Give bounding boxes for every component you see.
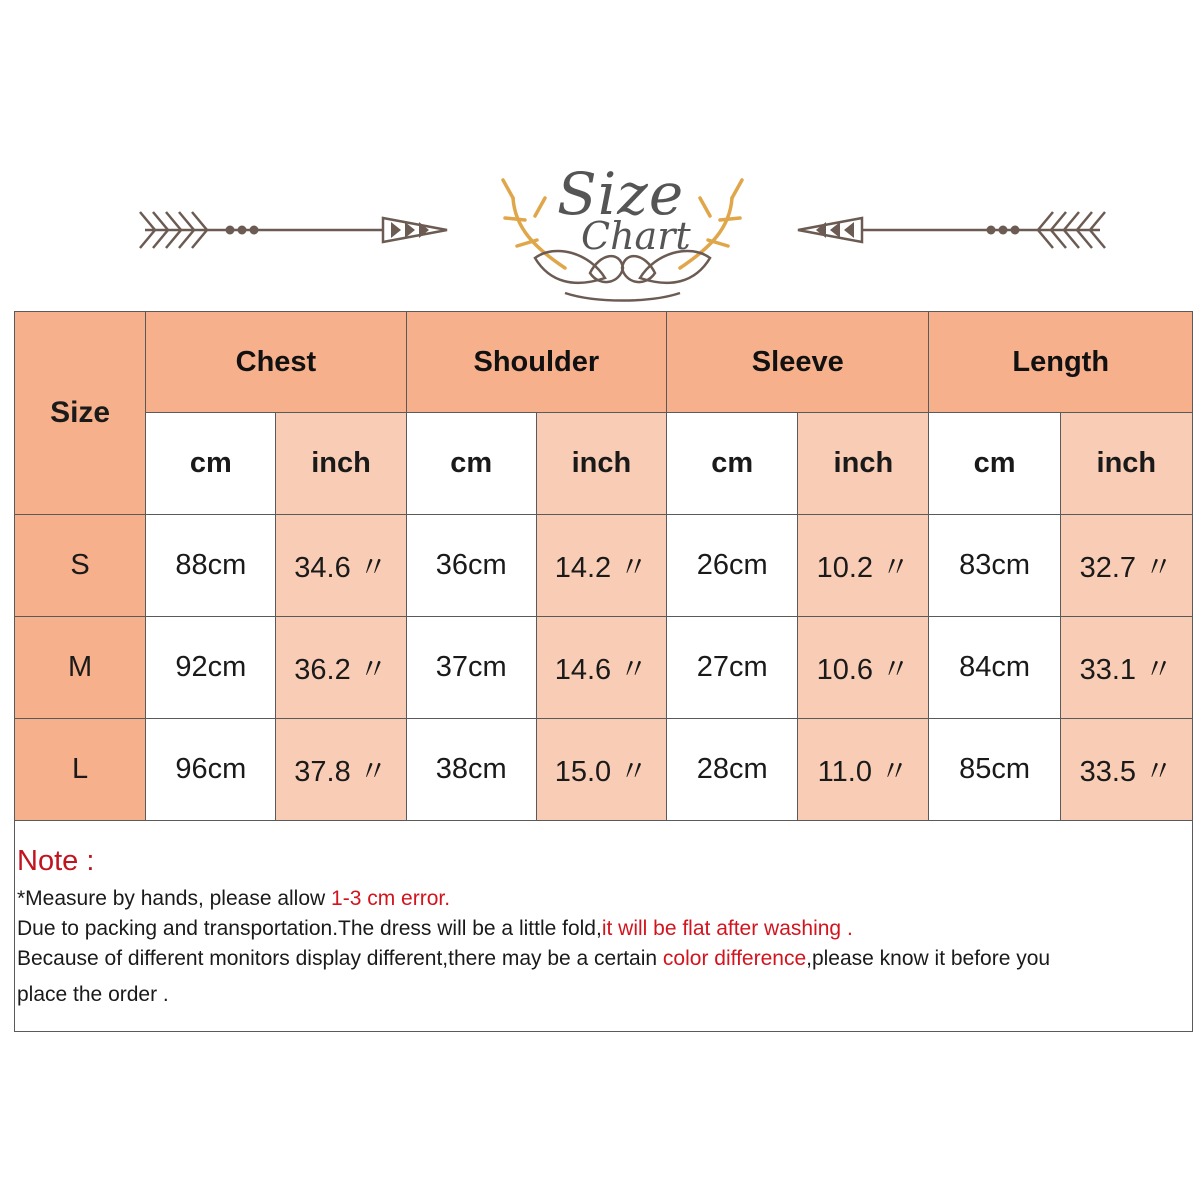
shoulder-inch: 14.6 〃 [536,617,666,719]
shoulder-cm: 37cm [406,617,536,719]
note-highlight: 1-3 cm error. [331,887,451,910]
length-inch: 33.1 〃 [1060,617,1192,719]
chest-cm: 92cm [146,617,276,719]
logo-size-text: Size [557,160,685,228]
sleeve-inch: 11.0 〃 [798,719,929,821]
unit-cm: cm [667,413,798,515]
shoulder-header: Shoulder [406,312,666,413]
note-text: Because of different monitors display different,there may be a certain [17,947,663,970]
length-cm: 83cm [929,515,1060,617]
unit-cm: cm [146,413,276,515]
shoulder-cm: 38cm [406,719,536,821]
unit-inch: inch [1060,413,1192,515]
note-text: ,please know it before you [806,947,1051,970]
arrow-right-icon [135,200,450,260]
note-line-packing [17,917,853,941]
note-highlight: it will be flat after washing . [601,917,853,940]
size-table [14,311,1193,821]
logo-chart-text: Chart [581,214,691,258]
shoulder-cm: 36cm [406,515,536,617]
size-label: L [15,719,146,821]
note-line-order: place the order . [17,983,169,1006]
table-row [15,719,1193,821]
note-text: Due to packing and transportation.The dress will be a little fold, [17,917,602,940]
sleeve-inch: 10.2 〃 [798,515,929,617]
sleeve-cm: 26cm [667,515,798,617]
length-cm: 84cm [929,617,1060,719]
group-header-row [15,312,1193,413]
table-row [15,515,1193,617]
unit-cm: cm [406,413,536,515]
unit-cm: cm [929,413,1060,515]
sleeve-header: Sleeve [667,312,929,413]
unit-inch: inch [536,413,666,515]
unit-header-row [15,413,1193,515]
unit-inch: inch [798,413,929,515]
shoulder-inch: 14.2 〃 [536,515,666,617]
length-cm: 85cm [929,719,1060,821]
sleeve-cm: 28cm [667,719,798,821]
note-line-measure [17,887,450,911]
note-title: Note : [17,845,95,877]
chest-cm: 96cm [146,719,276,821]
chest-inch: 37.8 〃 [276,719,406,821]
size-chart-logo [495,158,750,308]
length-inch: 33.5 〃 [1060,719,1192,821]
size-label: S [15,515,146,617]
table-row [15,617,1193,719]
arrow-left-icon [795,200,1110,260]
length-header: Length [929,312,1193,413]
shoulder-inch: 15.0 〃 [536,719,666,821]
note-highlight: color difference [662,947,807,970]
sleeve-cm: 27cm [667,617,798,719]
chest-cm: 88cm [146,515,276,617]
sleeve-inch: 10.6 〃 [798,617,929,719]
size-chart-header [0,150,1200,310]
size-label: M [15,617,146,719]
note-text: *Measure by hands, please allow [17,887,332,910]
chest-inch: 34.6 〃 [276,515,406,617]
size-header: Size [15,312,146,515]
chest-inch: 36.2 〃 [276,617,406,719]
unit-inch: inch [276,413,406,515]
note-box [14,821,1193,1032]
length-inch: 32.7 〃 [1060,515,1192,617]
chest-header: Chest [146,312,406,413]
note-line-monitor [17,947,1050,971]
